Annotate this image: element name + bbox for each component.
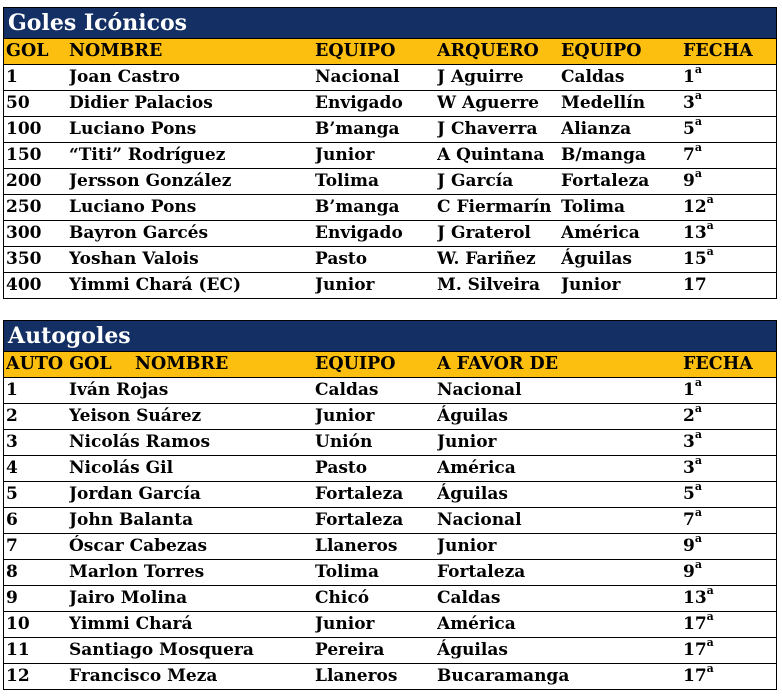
fecha-ordinal: a xyxy=(694,65,702,77)
cell-arquero: W Aguerre xyxy=(437,93,539,113)
fecha-ordinal: a xyxy=(694,404,702,416)
cell-fecha xyxy=(683,91,702,116)
cell-fecha xyxy=(683,378,702,403)
cell-nombre: Jordan García xyxy=(69,484,201,504)
cell-gol: 100 xyxy=(6,119,42,139)
cell-nombre: Óscar Cabezas xyxy=(69,536,208,556)
cell-nombre: Didier Palacios xyxy=(69,93,213,113)
cell-equipo: Tolima xyxy=(315,562,379,582)
cell-nombre: John Balanta xyxy=(69,510,194,530)
cell-fecha xyxy=(683,508,702,533)
fecha-number: 7 xyxy=(683,145,695,165)
fecha-ordinal: a xyxy=(706,247,714,259)
cell-nombre: Joan Castro xyxy=(69,67,180,87)
fecha-number: 17 xyxy=(683,275,707,295)
cell-equipo: Envigado xyxy=(315,223,403,243)
fecha-ordinal: a xyxy=(694,534,702,546)
cell-a-favor: Nacional xyxy=(437,380,522,400)
cell-a-favor: Fortaleza xyxy=(437,562,526,582)
table-row xyxy=(4,404,776,430)
table-row xyxy=(4,247,776,273)
cell-gol: 400 xyxy=(6,275,42,295)
table-row xyxy=(4,169,776,195)
cell-num: 12 xyxy=(6,666,30,686)
cell-arquero: J Graterol xyxy=(437,223,531,243)
cell-equipo: Tolima xyxy=(315,171,379,191)
cell-nombre: Jairo Molina xyxy=(69,588,188,608)
cell-nombre: Yoshan Valois xyxy=(69,249,199,269)
cell-gol: 250 xyxy=(6,197,42,217)
cell-equipo: Envigado xyxy=(315,93,403,113)
cell-fecha xyxy=(683,638,714,663)
table-row xyxy=(4,117,776,143)
cell-nombre: Iván Rojas xyxy=(69,380,169,400)
cell-fecha xyxy=(683,664,714,689)
header-arquero: ARQUERO xyxy=(437,41,539,61)
cell-arquero: M. Silveira xyxy=(437,275,540,295)
fecha-ordinal: a xyxy=(706,221,714,233)
fecha-ordinal: a xyxy=(694,378,702,390)
cell-fecha xyxy=(683,560,702,585)
table-row xyxy=(4,586,776,612)
header-fecha: FECHA xyxy=(683,354,753,374)
cell-a-favor: Águilas xyxy=(437,406,508,426)
cell-fecha xyxy=(683,221,714,246)
cell-a-favor: Águilas xyxy=(437,484,508,504)
cell-equipo: Junior xyxy=(315,406,375,426)
cell-a-favor: Nacional xyxy=(437,510,522,530)
fecha-ordinal: a xyxy=(706,638,714,650)
cell-equipo-rival: Medellín xyxy=(561,93,646,113)
cell-num: 6 xyxy=(6,510,18,530)
fecha-number: 7 xyxy=(683,510,695,530)
cell-a-favor: América xyxy=(437,458,516,478)
cell-nombre: Nicolás Ramos xyxy=(69,432,211,452)
cell-a-favor: Caldas xyxy=(437,588,501,608)
cell-fecha xyxy=(683,143,702,168)
header-a-favor-de: A FAVOR DE xyxy=(437,354,559,374)
cell-num: 9 xyxy=(6,588,18,608)
cell-gol: 350 xyxy=(6,249,42,269)
fecha-number: 1 xyxy=(683,67,695,87)
cell-arquero: J Chaverra xyxy=(437,119,538,139)
cell-fecha xyxy=(683,612,714,637)
cell-a-favor: Junior xyxy=(437,432,497,452)
table-row xyxy=(4,456,776,482)
cell-equipo-rival: Junior xyxy=(561,275,621,295)
cell-num: 8 xyxy=(6,562,18,582)
cell-equipo: Unión xyxy=(315,432,373,452)
fecha-number: 15 xyxy=(683,249,707,269)
table-row xyxy=(4,560,776,586)
cell-equipo: Nacional xyxy=(315,67,400,87)
header-equipo-rival: EQUIPO xyxy=(561,41,642,61)
goles-iconicos-table xyxy=(3,7,777,299)
autogoles-header-row xyxy=(4,352,776,378)
cell-a-favor: Águilas xyxy=(437,640,508,660)
cell-nombre: Bayron Garcés xyxy=(69,223,209,243)
cell-fecha xyxy=(683,195,714,220)
cell-num: 7 xyxy=(6,536,18,556)
fecha-ordinal: a xyxy=(694,430,702,442)
cell-equipo-rival: Caldas xyxy=(561,67,625,87)
fecha-number: 3 xyxy=(683,93,695,113)
cell-nombre: Francisco Meza xyxy=(69,666,218,686)
goles-iconicos-title: Goles Icónicos xyxy=(4,8,776,39)
cell-nombre: Santiago Mosquera xyxy=(69,640,254,660)
goles-header-row xyxy=(4,39,776,65)
table-row xyxy=(4,221,776,247)
header-gol: GOL xyxy=(6,41,49,61)
cell-arquero: A Quintana xyxy=(437,145,545,165)
cell-equipo: B’manga xyxy=(315,119,400,139)
fecha-ordinal: a xyxy=(694,456,702,468)
fecha-number: 17 xyxy=(683,614,707,634)
cell-num: 10 xyxy=(6,614,30,634)
table-row xyxy=(4,195,776,221)
cell-equipo: Pereira xyxy=(315,640,385,660)
fecha-number: 13 xyxy=(683,588,707,608)
cell-equipo: Pasto xyxy=(315,458,368,478)
fecha-number: 9 xyxy=(683,171,695,191)
fecha-number: 9 xyxy=(683,536,695,556)
cell-gol: 50 xyxy=(6,93,30,113)
header-equipo: EQUIPO xyxy=(315,354,396,374)
fecha-number: 13 xyxy=(683,223,707,243)
cell-nombre: Nicolás Gil xyxy=(69,458,174,478)
cell-fecha xyxy=(683,586,714,611)
cell-nombre: “Titi” Rodríguez xyxy=(69,145,226,165)
fecha-ordinal: a xyxy=(694,91,702,103)
cell-gol: 300 xyxy=(6,223,42,243)
cell-nombre: Yimmi Chará (EC) xyxy=(69,275,242,295)
cell-fecha xyxy=(683,247,714,272)
table-row xyxy=(4,143,776,169)
cell-nombre: Marlon Torres xyxy=(69,562,205,582)
cell-gol: 150 xyxy=(6,145,42,165)
header-nombre: NOMBRE xyxy=(69,41,163,61)
cell-num: 11 xyxy=(6,640,30,660)
fecha-ordinal: a xyxy=(706,664,714,676)
cell-nombre: Luciano Pons xyxy=(69,119,197,139)
cell-gol: 200 xyxy=(6,171,42,191)
cell-a-favor: Bucaramanga xyxy=(437,666,570,686)
fecha-number: 2 xyxy=(683,406,695,426)
cell-equipo: Chicó xyxy=(315,588,370,608)
cell-equipo-rival: América xyxy=(561,223,640,243)
autogoles-title: Autogoles xyxy=(4,321,776,352)
cell-equipo: Caldas xyxy=(315,380,379,400)
table-row xyxy=(4,378,776,404)
fecha-ordinal: a xyxy=(694,482,702,494)
fecha-ordinal: a xyxy=(694,117,702,129)
cell-fecha xyxy=(683,456,702,481)
cell-a-favor: América xyxy=(437,614,516,634)
cell-equipo: Junior xyxy=(315,145,375,165)
cell-nombre: Jersson González xyxy=(69,171,232,191)
fecha-ordinal: a xyxy=(694,169,702,181)
table-row xyxy=(4,534,776,560)
fecha-number: 1 xyxy=(683,380,695,400)
cell-fecha xyxy=(683,404,702,429)
cell-arquero: J Aguirre xyxy=(437,67,524,87)
cell-equipo: Pasto xyxy=(315,249,368,269)
cell-equipo: Junior xyxy=(315,614,375,634)
cell-arquero: W. Fariñez xyxy=(437,249,536,269)
header-equipo: EQUIPO xyxy=(315,41,396,61)
cell-equipo-rival: Fortaleza xyxy=(561,171,650,191)
table-row xyxy=(4,508,776,534)
table-row xyxy=(4,273,776,298)
header-auto-gol: AUTO GOL xyxy=(6,354,112,374)
fecha-ordinal: a xyxy=(694,143,702,155)
cell-num: 4 xyxy=(6,458,18,478)
header-nombre: NOMBRE xyxy=(135,354,229,374)
table-row xyxy=(4,638,776,664)
cell-gol: 1 xyxy=(6,67,18,87)
cell-equipo: Llaneros xyxy=(315,536,398,556)
cell-a-favor: Junior xyxy=(437,536,497,556)
fecha-number: 17 xyxy=(683,666,707,686)
cell-fecha xyxy=(683,117,702,142)
cell-nombre: Luciano Pons xyxy=(69,197,197,217)
cell-equipo-rival: Tolima xyxy=(561,197,625,217)
fecha-ordinal: a xyxy=(706,586,714,598)
fecha-ordinal: a xyxy=(694,560,702,572)
cell-equipo: Junior xyxy=(315,275,375,295)
cell-fecha xyxy=(683,482,702,507)
fecha-number: 5 xyxy=(683,119,695,139)
cell-equipo-rival: B/manga xyxy=(561,145,646,165)
fecha-number: 17 xyxy=(683,640,707,660)
fecha-number: 3 xyxy=(683,458,695,478)
header-fecha: FECHA xyxy=(683,41,753,61)
cell-fecha xyxy=(683,430,702,455)
table-row xyxy=(4,65,776,91)
fecha-ordinal: a xyxy=(706,195,714,207)
cell-num: 5 xyxy=(6,484,18,504)
cell-equipo: Fortaleza xyxy=(315,484,404,504)
table-row xyxy=(4,482,776,508)
fecha-ordinal: a xyxy=(694,508,702,520)
cell-fecha xyxy=(683,534,702,559)
cell-nombre: Yeison Suárez xyxy=(69,406,202,426)
table-row xyxy=(4,664,776,689)
cell-fecha xyxy=(683,273,707,298)
cell-fecha xyxy=(683,65,702,90)
cell-equipo: Llaneros xyxy=(315,666,398,686)
cell-equipo-rival: Alianza xyxy=(561,119,632,139)
table-row xyxy=(4,430,776,456)
cell-equipo-rival: Águilas xyxy=(561,249,632,269)
cell-num: 3 xyxy=(6,432,18,452)
cell-num: 1 xyxy=(6,380,18,400)
cell-arquero: C Fiermarín xyxy=(437,197,552,217)
cell-arquero: J García xyxy=(437,171,514,191)
cell-fecha xyxy=(683,169,702,194)
cell-equipo: B’manga xyxy=(315,197,400,217)
cell-equipo: Fortaleza xyxy=(315,510,404,530)
table-row xyxy=(4,612,776,638)
autogoles-table xyxy=(3,320,777,690)
fecha-ordinal: a xyxy=(706,612,714,624)
fecha-number: 12 xyxy=(683,197,707,217)
fecha-number: 3 xyxy=(683,432,695,452)
fecha-number: 5 xyxy=(683,484,695,504)
fecha-number: 9 xyxy=(683,562,695,582)
cell-nombre: Yimmi Chará xyxy=(69,614,193,634)
table-row xyxy=(4,91,776,117)
cell-num: 2 xyxy=(6,406,18,426)
